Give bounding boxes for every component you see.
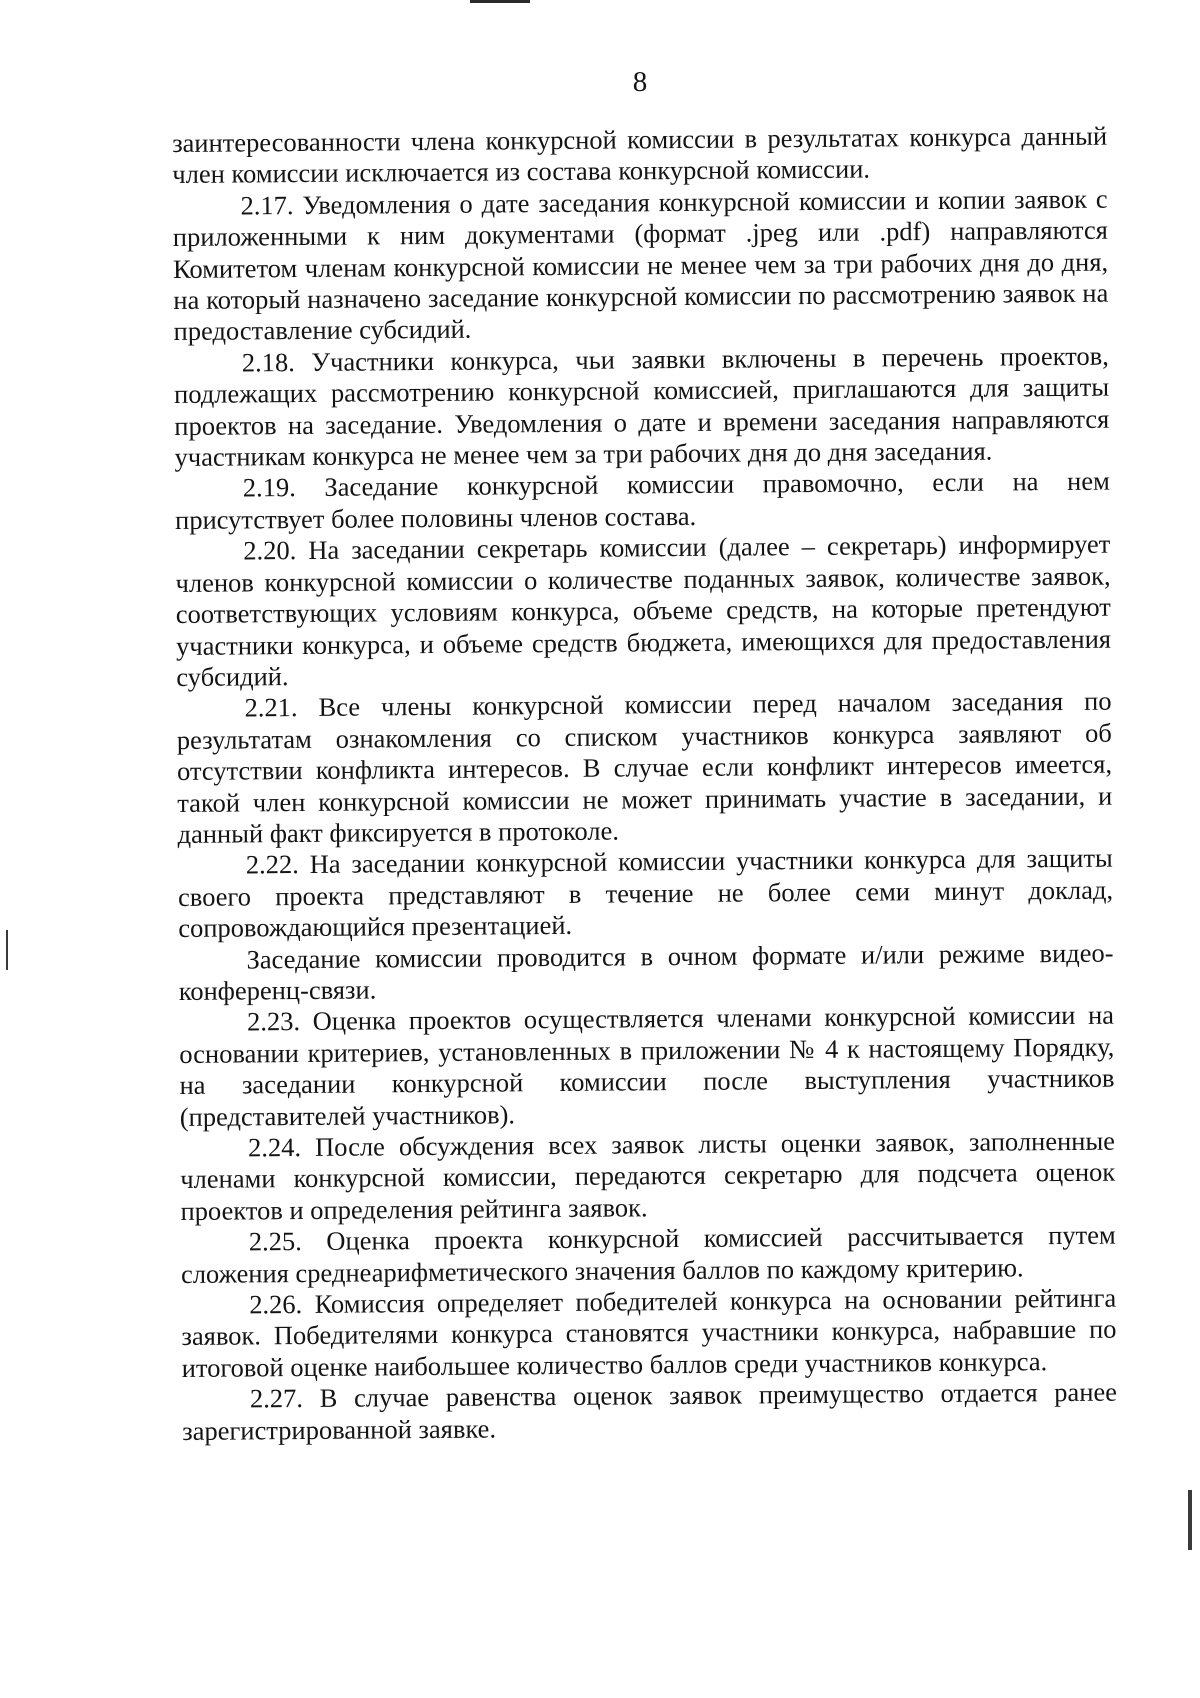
paragraph-2-26: 2.26. Комиссия определяет победителей конкурса на основании рейтинга заявок. Победителями конкурса становятся участники конкурса, набравшие по итоговой оценке наибольшее количество баллов среди участников конкурса. — [181, 1282, 1117, 1383]
paragraph-2-22-note: Заседание комиссии проводится в очном формате и/или режиме видео-конференц-связи. — [178, 937, 1114, 1006]
paragraph-2-23: 2.23. Оценка проектов осуществляется членами конкурсной комиссии на основании критериев, установленных в приложении № 4 к настоящему Порядку, на заседании конкурсной комиссии после выступления участников (представителей участников). — [179, 1000, 1115, 1132]
document-body — [172, 121, 1117, 1447]
paragraph-2-25: 2.25. Оценка проекта конкурсной комиссией рассчитывается путем сложения среднеарифметического значения баллов по каждому критерию. — [180, 1219, 1116, 1289]
paragraph-2-19: 2.19. Заседание конкурсной комиссии правомочно, если на нем присутствует более половины членов состава. — [174, 466, 1110, 535]
paragraph-2-17: 2.17. Уведомления о дате заседания конкурсной комиссии и копии заявок с приложенными к ним документами (формат .jpeg или .pdf) направляются Комитетом членам конкурсной комиссии не менее чем за три рабочих дня до дня, на который назначено заседание конкурсной комиссии по рассмотрению заявок на предоставление субсидий. — [172, 183, 1109, 347]
paragraph-2-24: 2.24. После обсуждения всех заявок листы оценки заявок, заполненные членами конкурсной комиссии, передаются секретарю для подсчета оценок проектов и определения рейтинга заявок. — [180, 1125, 1116, 1226]
paragraph-2-27: 2.27. В случае равенства оценок заявок преимущество отдается ранее зарегистрированной заявке. — [182, 1376, 1118, 1446]
paragraph-2-20: 2.20. На заседании секретарь комиссии (далее – секретарь) информирует членов конкурсной комиссии о количестве поданных заявок, количестве заявок, соответствующих условиям конкурса, объеме средств, на которые претендуют участники конкурса, и объеме средств бюджета, имеющихся для предоставления субсидий. — [175, 528, 1112, 692]
paragraph-2-22: 2.22. На заседании конкурсной комиссии участники конкурса для защиты своего проекта представляют в течение не более семи минут доклад, сопровождающийся презентацией. — [177, 842, 1114, 944]
paragraph-continuation: заинтересованности члена конкурсной комиссии в результатах конкурса данный член комиссии исключается из состава конкурсной комиссии. — [172, 120, 1108, 190]
scan-artifact-right — [1188, 1490, 1192, 1550]
scan-artifact-left — [6, 930, 8, 970]
scan-artifact-top — [470, 0, 530, 3]
paragraph-2-18: 2.18. Участники конкурса, чьи заявки включены в перечень проектов, подлежащих рассмотрению конкурсной комиссией, приглашаются для защиты проектов на заседание. Уведомления о дате и времени заседания направляются участникам конкурса не менее чем за три рабочих дня до дня заседания. — [173, 340, 1110, 473]
page-number: 8 — [632, 66, 648, 98]
paragraph-2-21: 2.21. Все члены конкурсной комиссии перед началом заседания по результатам ознакомления со списком участников конкурса заявляют об отсутствии конфликта интересов. В случае если конфликт интересов имеется, такой член конкурсной комиссии не может принимать участие в заседании, и данный факт фиксируется в протоколе. — [176, 685, 1113, 849]
